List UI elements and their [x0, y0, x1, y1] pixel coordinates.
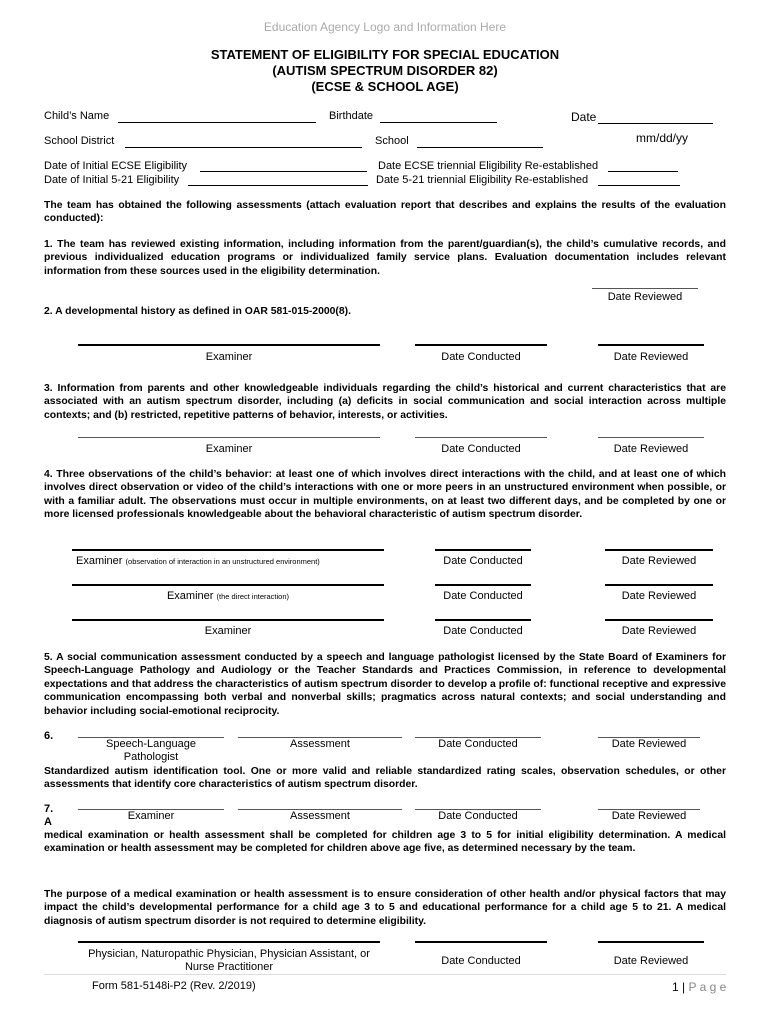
school-district-label: School District: [44, 135, 115, 147]
obs-2-date-reviewed-label: Date Reviewed: [621, 590, 697, 602]
obs-2-date-reviewed-line[interactable]: [605, 584, 713, 586]
obs-1-date-reviewed-label: Date Reviewed: [621, 555, 697, 567]
item-6-date-reviewed-label: Date Reviewed: [611, 738, 687, 750]
school-district-field[interactable]: [125, 147, 362, 148]
physician-label: [78, 948, 380, 974]
physician-date-reviewed-line[interactable]: [598, 941, 704, 943]
slp-line-1: Speech-Language: [106, 738, 196, 750]
obs-2-examiner-word: Examiner: [166, 590, 214, 602]
item-3-date-conducted-label: Date Conducted: [441, 443, 521, 455]
obs-1-examiner-word: Examiner: [76, 555, 123, 567]
obs-1-examiner-line[interactable]: [72, 549, 384, 551]
item-5-text: 5. A social communication assessment conducted by a speech and language pathologist licensed by the State Board of Examiners for Speech-Language Pathology and Audiology or the Teacher Standards and Practices Commission, in reference to developmental expectations and that address the characteristics of autism spectrum disorder to develop a profile of: functional receptive and expressive communication encompassing both verbal and nonverbal skills; pragmatics across natural contexts; and social understanding and behavior including social-emotional reciprocity.: [44, 652, 726, 717]
school-field[interactable]: [417, 147, 543, 148]
item-6-slp-label: [78, 738, 224, 764]
item-7-number: 7.: [44, 803, 54, 815]
item-6-date-conducted-label: Date Conducted: [438, 738, 518, 750]
obs-2-examiner-line[interactable]: [72, 584, 384, 586]
physician-line-1: Physician, Naturopathic Physician, Physician Assistant, or: [88, 948, 370, 960]
item-3-date-reviewed-line[interactable]: [598, 437, 704, 438]
initial-521-label: Date of Initial 5-21 Eligibility: [44, 174, 180, 186]
obs-3-date-reviewed-label: Date Reviewed: [621, 625, 697, 637]
obs-3-examiner-line[interactable]: [72, 619, 384, 621]
item-2-date-conducted-line[interactable]: [415, 344, 547, 346]
ecse-triennial-label: Date ECSE triennial Eligibility Re-established: [378, 160, 599, 172]
intro-text: The team has obtained the following assessments (attach evaluation report that describes and explains the results of the evaluation conducted):: [44, 200, 726, 225]
item-2-date-reviewed-label: Date Reviewed: [613, 351, 689, 363]
page-word: P a g e: [688, 980, 727, 994]
physician-line[interactable]: [78, 941, 380, 943]
triennial-521-label: Date 5-21 triennial Eligibility Re-established: [376, 174, 589, 186]
item-3-examiner-label: Examiner: [205, 443, 253, 455]
item-3-date-reviewed-label: Date Reviewed: [613, 443, 689, 455]
item-2-examiner-label: Examiner: [205, 351, 253, 363]
page-number-value: 1: [672, 980, 679, 994]
initial-ecse-label: Date of Initial ECSE Eligibility: [44, 160, 188, 172]
item-2-date-conducted-label: Date Conducted: [441, 351, 521, 363]
title-line-1: STATEMENT OF ELIGIBILITY FOR SPECIAL EDUCATION: [210, 47, 560, 62]
physician-date-conducted-label: Date Conducted: [441, 955, 521, 967]
obs-3-date-conducted-line[interactable]: [435, 619, 531, 621]
obs-3-examiner-label: Examiner: [204, 625, 252, 637]
item-1-date-reviewed-label: Date Reviewed: [607, 291, 683, 303]
obs-2-examiner-label: [72, 590, 384, 602]
obs-3-date-conducted-label: Date Conducted: [443, 625, 523, 637]
item-1-date-reviewed-line[interactable]: [592, 288, 698, 289]
item-2-date-reviewed-line[interactable]: [598, 344, 704, 346]
obs-1-date-conducted-line[interactable]: [435, 549, 531, 551]
item-6-assessment-label: Assessment: [290, 738, 350, 750]
child-name-label: Child’s Name: [44, 110, 110, 122]
date-field[interactable]: [598, 123, 713, 124]
date-format-hint: mm/dd/yy: [636, 131, 689, 145]
triennial-521-field[interactable]: [598, 185, 680, 186]
date-label: Date: [571, 110, 597, 124]
form-number: Form 581-5148i-P2 (Rev. 2/2019): [92, 980, 256, 992]
purpose-text: The purpose of a medical examination or health assessment is to ensure consideration of other health and/or physical factors that may impact the child’s developmental performance for a child age 3 to 5 and educational performance for a child age 5 to 21. A medical diagnosis of autism spectrum disorder is not required to determine eligibility.: [44, 889, 726, 927]
initial-ecse-field[interactable]: [200, 171, 367, 172]
child-name-field[interactable]: [118, 122, 316, 123]
item-7-text: medical examination or health assessment shall be completed for children age 3 to 5 for initial eligibility determination. A medical examination or health assessment may be completed for children above age five, as determined necessary by the team.: [44, 830, 726, 855]
birthdate-label: Birthdate: [329, 110, 374, 122]
page-title: [0, 47, 770, 95]
item-7-examiner-label: Examiner: [127, 810, 175, 822]
physician-date-conducted-line[interactable]: [415, 941, 547, 943]
item-6-text: Standardized autism identification tool. One or more valid and reliable standardized rating scales, observation schedules, or other assessments that identify core characteristics of autism spectrum disorder.: [44, 766, 726, 791]
title-line-2: (AUTISM SPECTRUM DISORDER 82): [272, 63, 498, 78]
obs-1-date-reviewed-line[interactable]: [605, 549, 713, 551]
obs-1-examiner-label: [76, 555, 320, 567]
physician-date-reviewed-label: Date Reviewed: [613, 955, 689, 967]
item-3-text: 3. Information from parents and other knowledgeable individuals regarding the child’s historical and current characteristics that are associated with an autism spectrum disorder, including (a) deficits in social communication and social interaction across multiple contexts; and (b) restricted, repetitive patterns of behavior, interests, or activities.: [44, 383, 726, 421]
obs-1-date-conducted-label: Date Conducted: [443, 555, 523, 567]
item-7-date-reviewed-label: Date Reviewed: [611, 810, 687, 822]
item-3-date-conducted-line[interactable]: [415, 437, 547, 438]
physician-line-2: Nurse Practitioner: [184, 961, 274, 973]
item-7-date-conducted-label: Date Conducted: [438, 810, 518, 822]
obs-2-date-conducted-line[interactable]: [435, 584, 531, 586]
item-6-number: 6.: [44, 730, 54, 742]
obs-3-date-reviewed-line[interactable]: [605, 619, 713, 621]
obs-2-examiner-note: (the direct interaction): [216, 592, 290, 601]
logo-placeholder: Education Agency Logo and Information Here: [263, 20, 507, 34]
item-1-text: 1. The team has reviewed existing information, including information from the parent/guardian(s), the child’s cumulative records, and previous individualized education programs or individualized family service plans. Evaluation documentation includes relevant information from these sources used in the eligibility determination.: [44, 239, 726, 277]
initial-521-field[interactable]: [188, 185, 368, 186]
footer-divider: [44, 974, 726, 975]
slp-line-2: Pathologist: [123, 751, 179, 763]
page-number: 1 | P a g e: [672, 980, 727, 994]
birthdate-field[interactable]: [380, 122, 497, 123]
item-7-a: A: [44, 816, 52, 828]
ecse-triennial-field[interactable]: [608, 171, 678, 172]
title-line-3: (ECSE & SCHOOL AGE): [311, 79, 459, 94]
item-4-text: 4. Three observations of the child’s behavior: at least one of which involves direct interactions with the child, and at least one of which involves direct observation or video of the child’s interactions with one or more peers in an unstructured environment when possible, or with a familiar adult. The observations must occur in multiple environments, on at least two different days, and be completed by one or more licensed professionals knowledgeable about the behavioral characteristic of autism spectrum disorder.: [44, 469, 726, 521]
obs-2-date-conducted-label: Date Conducted: [443, 590, 523, 602]
item-2-examiner-line[interactable]: [78, 344, 380, 346]
item-3-examiner-line[interactable]: [78, 437, 380, 438]
obs-1-examiner-note: (observation of interaction in an unstructured environment): [125, 557, 320, 566]
school-label: School: [375, 135, 409, 147]
item-2-text: 2. A developmental history as defined in OAR 581-015-2000(8).: [44, 306, 352, 317]
item-7-assessment-label: Assessment: [290, 810, 350, 822]
